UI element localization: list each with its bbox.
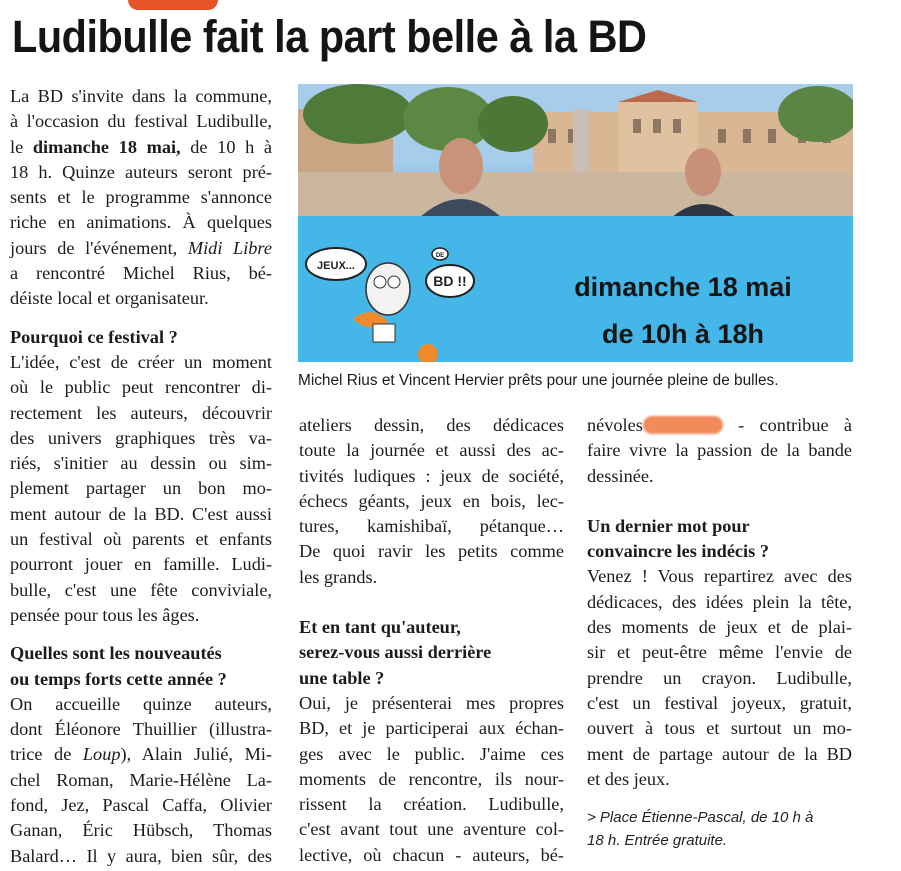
intro-line: à l'occasion du festival Ludibulle,: [10, 111, 272, 132]
answer-2-line: fond, Jez, Pascal Caffa, Olivier: [10, 795, 272, 816]
answer-4-line: ment de partage autour de la BD: [587, 743, 852, 764]
question-4-line: Un dernier mot pour: [587, 515, 750, 536]
answer-1-line: pensée pour tous les âges.: [10, 604, 200, 625]
banner-date: dimanche 18 mai: [574, 272, 792, 302]
intro-time: de 10 h à: [190, 136, 272, 157]
article-photo: [298, 84, 853, 362]
redaction-mark: [643, 416, 723, 434]
intro-line: sents et le programme s'annonce: [10, 187, 272, 208]
answer-3-line: lective, où chacun - auteurs, bé-: [299, 844, 564, 865]
answer-1-line: bulle, c'est une fête conviviale,: [10, 579, 272, 600]
question-3-line: serez-vous aussi derrière: [299, 642, 492, 663]
question-2-line: ou temps forts cette année ?: [10, 668, 227, 689]
intro-line: La BD s'invite dans la commune,: [10, 86, 272, 106]
banner-hours: de 10h à 18h: [601, 319, 765, 349]
intro-date: dimanche 18 mai,: [32, 136, 181, 157]
answer-1-line: riés, s'initier au dessin ou sim-: [10, 453, 272, 474]
answer-1-line: un festival où parents et enfants: [10, 529, 272, 550]
practical-line: 18 h. Entrée gratuite.: [587, 832, 728, 850]
bubble-small: DE: [435, 253, 445, 259]
answer-3-line: faire vivre la passion de la bande: [587, 440, 852, 461]
answer-1-line: L'idée, c'est de créer un moment: [10, 351, 272, 372]
answer-3-line: Oui, je présenterai mes propres: [299, 692, 564, 713]
answer-4-line: sir et peut-être même l'envie de: [587, 642, 852, 663]
answer-4-line: dédicaces, des idées plein la tête,: [587, 591, 852, 612]
answer-4-line: et des jeux.: [587, 768, 670, 789]
column-2: [299, 413, 564, 868]
answer-2-line: toute la journée et aussi des ac-: [299, 440, 564, 461]
answer-4-line: Venez ! Vous repartirez avec des: [587, 566, 852, 587]
answer-2-line: On accueille quinze auteurs,: [10, 693, 272, 714]
question-1: Pourquoi ce festival ?: [10, 326, 178, 347]
answer-3-line: rissent la création. Ludibulle,: [299, 794, 564, 815]
answer-2-line: chel Roman, Marie-Hélène La-: [10, 769, 272, 790]
practical-info: [587, 806, 852, 852]
answer-2-line: tivités ludiques : jeux de société,: [299, 465, 564, 486]
answer-2-line: Ganan, Éric Hübsch, Thomas: [10, 820, 272, 841]
intro-line: 18 h. Quinze auteurs seront pré-: [10, 161, 272, 182]
answer-2-line: dont Éléonore Thuillier (illustra-: [10, 719, 272, 740]
answer-1-line: pourront jouer en famille. Ludi-: [10, 554, 272, 575]
question-4-line: convaincre les indécis ?: [587, 541, 769, 562]
photo-caption: Michel Rius et Vincent Hervier prêts pour une journée pleine de bulles.: [298, 372, 779, 389]
column-1: [10, 84, 272, 869]
newspaper-name: Midi Libre: [187, 237, 272, 258]
answer-4-line: des moments de jeux et de plai-: [587, 617, 852, 638]
answer-2-line: De quoi ravir les petits comme: [299, 541, 564, 562]
answer-2-line: échecs géants, jeux en bois, lec-: [299, 490, 564, 511]
book-title: Loup: [82, 744, 121, 765]
headline: Ludibulle fait la part belle à la BD: [12, 11, 647, 62]
answer-3-line: moments de rencontre, ils nour-: [299, 768, 564, 789]
question-3-line: une table ?: [299, 667, 385, 688]
intro-line: déiste local et organisateur.: [10, 288, 209, 309]
answer-4-line: c'est un festival joyeux, gratuit,: [587, 692, 852, 713]
question-2-line: Quelles sont les nouveautés: [10, 643, 222, 664]
answer-4-line: ouvert à tous et surtout un mo-: [587, 718, 852, 739]
intro-line: riche en animations. À quelques: [10, 212, 272, 233]
column-3: [587, 413, 852, 852]
benevoles-word: névoles: [587, 415, 643, 435]
photo-illustration: [298, 84, 853, 362]
answer-3-line: dessinée.: [587, 465, 654, 486]
answer-1-line: où le public peut rencontrer di-: [10, 377, 272, 398]
intro-line: [10, 236, 272, 261]
answer-2-line: ateliers dessin, des dédicaces: [299, 415, 564, 435]
bubble-left: JEUX...: [317, 260, 355, 272]
answer-1-line: des univers graphiques très va-: [10, 427, 272, 448]
answer-3-line: c'est avant tout une aventure col-: [299, 819, 564, 840]
answer-2-line: tures, kamishibaï, pétanque…: [299, 516, 564, 537]
answer-3-line: BD, et je participerai aux échan-: [299, 718, 564, 739]
intro-line: [10, 135, 272, 160]
answer-1-line: rectement les auteurs, découvrir: [10, 402, 272, 423]
answer-3-line: ges avec le public. J'aime ces: [299, 743, 564, 764]
answer-2-authors: ), Alain Julié, Mi-: [120, 744, 272, 765]
answer-2-line: Balard… Il y aura, bien sûr, des: [10, 845, 272, 866]
bubble-right: BD !!: [433, 273, 467, 289]
intro-le: le: [10, 136, 24, 157]
answer-2-trice: trice de: [10, 744, 72, 765]
contribue-word: - contribue à: [738, 415, 852, 435]
practical-line: > Place Étienne-Pascal, de 10 h à: [587, 809, 814, 827]
intro-line: a rencontré Michel Rius, bé-: [10, 263, 272, 284]
answer-2-line: les grands.: [299, 566, 378, 587]
question-3-line: Et en tant qu'auteur,: [299, 617, 461, 638]
intro-days: jours de l'événement,: [10, 237, 178, 258]
answer-4-line: prendre un crayon. Ludibulle,: [587, 667, 852, 688]
answer-3-line: [587, 413, 852, 438]
answer-2-line: [10, 742, 272, 767]
answer-1-line: ment autour de la BD. C'est aussi: [10, 503, 272, 524]
answer-1-line: plement partager un bon mo-: [10, 478, 272, 499]
